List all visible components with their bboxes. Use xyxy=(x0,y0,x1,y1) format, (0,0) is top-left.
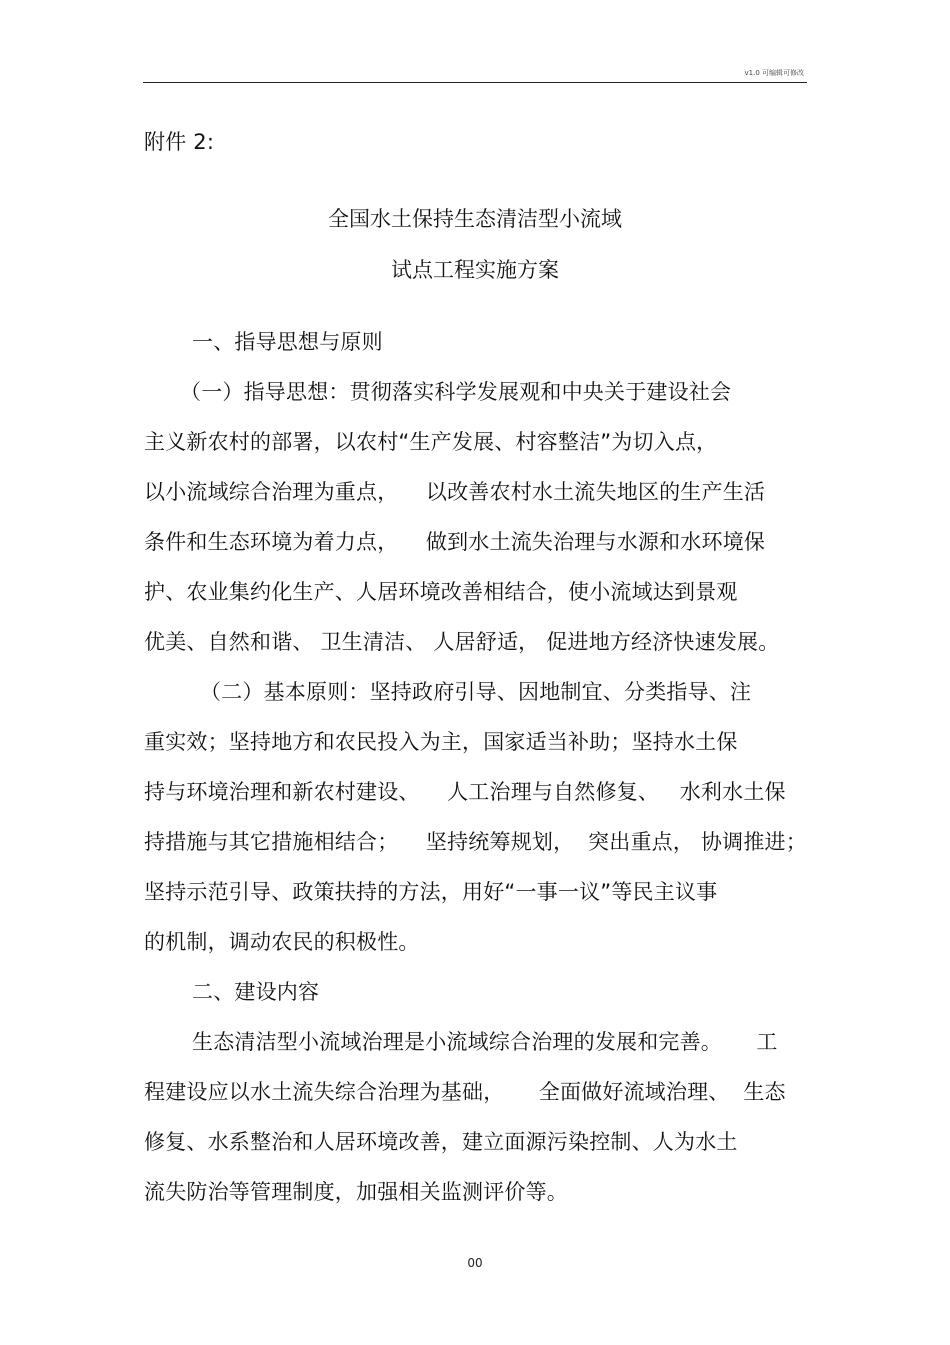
paragraph-line: 优美、自然和谐、 卫生清洁、 人居舒适， 促进地方经济快速发展。 xyxy=(144,630,780,654)
paragraph-line: 的机制，调动农民的积极性。 xyxy=(144,930,420,954)
page-number: 00 xyxy=(467,1256,483,1270)
paragraph-line: 持与环境治理和新农村建设、 人工治理与自然修复、 水利水土保 xyxy=(144,780,786,804)
section-heading-1: 一、指导思想与原则 xyxy=(192,330,383,354)
paragraph-line: （一）指导思想：贯彻落实科学发展观和中央关于建设社会 xyxy=(180,380,732,404)
paragraph-line: 生态清洁型小流域治理是小流域综合治理的发展和完善。 工 xyxy=(192,1030,778,1054)
paragraph-line: 条件和生态环境为着力点， 做到水土流失治理与水源和水环境保 xyxy=(144,530,766,554)
paragraph-line: （二）基本原则：坚持政府引导、因地制宜、分类指导、注 xyxy=(200,680,752,704)
paragraph-line: 流失防治等管理制度，加强相关监测评价等。 xyxy=(144,1180,568,1204)
paragraph-line: 护、农业集约化生产、人居环境改善相结合，使小流域达到景观 xyxy=(144,580,738,604)
section-heading-2: 二、建设内容 xyxy=(192,980,320,1004)
paragraph-line: 主义新农村的部署，以农村“生产发展、村容整洁”为切入点， xyxy=(144,430,718,454)
paragraph-line: 坚持示范引导、政策扶持的方法，用好“一事一议”等民主议事 xyxy=(144,880,718,904)
header-divider xyxy=(143,82,807,83)
paragraph-line: 程建设应以水土流失综合治理为基础， 全面做好流域治理、 生态 xyxy=(144,1080,786,1104)
paragraph-line: 以小流域综合治理为重点， 以改善农村水土流失地区的生产生活 xyxy=(144,480,766,504)
paragraph-line: 修复、水系整治和人居环境改善，建立面源污染控制、人为水土 xyxy=(144,1130,738,1154)
paragraph-line: 重实效；坚持地方和农民投入为主，国家适当补助；坚持水土保 xyxy=(144,730,738,754)
attachment-label: 附件 2: xyxy=(144,130,215,154)
page-header-version: v1.0 可编辑可修改 xyxy=(744,69,804,77)
document-title-line-2: 试点工程实施方案 xyxy=(391,258,559,282)
document-title-line-1: 全国水土保持生态清洁型小流域 xyxy=(328,207,622,231)
paragraph-line: 持措施与其它措施相结合； 坚持统筹规划， 突出重点， 协调推进； xyxy=(144,830,807,854)
